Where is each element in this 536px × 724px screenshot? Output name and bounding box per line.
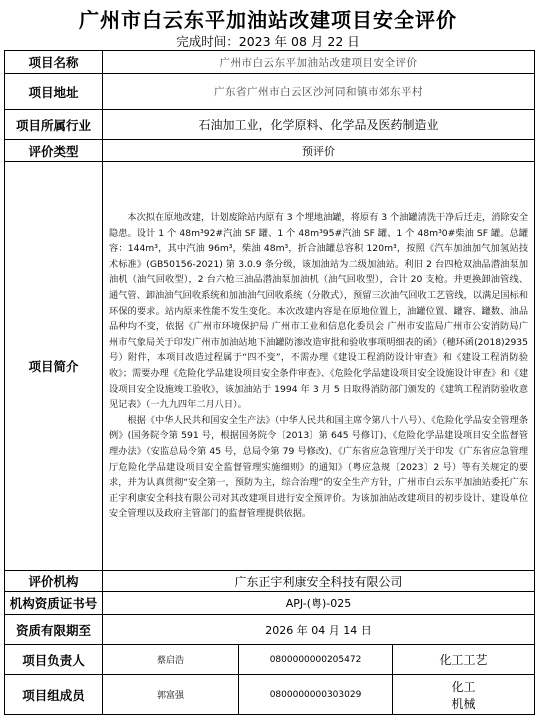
row-agency [5, 571, 535, 592]
project-address-label: 项目地址 [5, 74, 103, 110]
summary-label: 项目简介 [5, 162, 103, 571]
leader-name: 蔡启浩 [103, 645, 239, 675]
eval-type-label: 评价类型 [5, 140, 103, 162]
completion-date: 完成时间：2023 年 08 月 22 日 [176, 34, 360, 49]
industry-value: 石油加工业，化学原料、化学品及医药制造业 [103, 110, 535, 140]
row-summary [5, 162, 535, 571]
agency-label: 评价机构 [5, 571, 103, 592]
row-member [5, 675, 535, 715]
member-field-line-2: 机械 [451, 696, 476, 711]
row-eval-type [5, 140, 535, 162]
validity-label: 资质有限期至 [5, 615, 103, 645]
summary-paragraph-1: 本次拟在原地改建，计划废除站内原有 3 个埋地油罐，将原有 3 个油罐清洗干净后迁走，消除安全隐患。设计 1 个 48m³92#汽油 SF 罐、1 个 48m³95#汽油 SF 罐、1 个 48m³0#柴油 SF 罐。总罐容：144m³，其中汽油 96m³，柴油 48m³，折合油罐总容积 120m³，按照《汽车加油加气加氢站技术标准》(GB50156-2021) 第 3.0.9 条分级，该加油站为二级加油站。利旧 2 台四枪双油品潜油泵加油机（油气回收型），2 台六枪三油品潜油泵加油机（油气回收型），合计 20 支枪。并更换卸油管线、通气管、卸油油气回收系统和加油油气回收系统（分散式），预留三次油气回收工艺管线，以满足国标和环保的要求。站内原来性能不发生变化。本次改建内容是在原地位置上，油罐位置、罐容、罐数、油品品种均不变，依据《广州市环境保护局 广州市工业和信息化委员会 广州市安监局广州市公安消防局广州市气象局关于印发广州市加油站地下油罐防渗改造审批和验收事项明细表的函》（穗环函(2018)2935 号）附件，本项目改造过程属于“四不变”，不需办理《建设工程消防设计审查》和《建设工程消防验收》；需要办理《危险化学品建设项目安全条件审查》、《危险化学品建设项目安全设施设计审查》和《建设项目安全设施竣工验收》，该加油站于 1994 年 3 月 5 日取得消防部门颁发的《建筑工程消防验收意见记表》（一九九四年二月八日）。 [109, 212, 529, 411]
row-industry [5, 110, 535, 140]
leader-id: 0800000000205472 [239, 645, 393, 675]
validity-value: 2026 年 04 月 14 日 [103, 615, 535, 645]
leader-field: 化工工艺 [393, 645, 535, 675]
row-validity [5, 615, 535, 645]
row-leader [5, 645, 535, 675]
project-name-label: 项目名称 [5, 51, 103, 74]
document-title: 广州市白云东平加油站改建项目安全评价 [79, 8, 457, 32]
summary-body [103, 162, 535, 571]
project-info-table [4, 50, 535, 715]
member-field-line-1: 化工 [451, 679, 476, 694]
summary-paragraph-2: 根据《中华人民共和国安全生产法》（中华人民共和国主席令第八十八号）、《危险化学品安全管理条例》(国务院令第 591 号，根据国务院令〔2013〕第 645 号修订)、《危险化学品建设项目安全监督管理办法》（安监总局令第 45 号，总局令第 79 号修改)、《广东省应急管理厅关于印发《广东省应急管理厅危险化学品建设项目安全监督管理实施细则》的通知》（粤应急规〔2023〕2 号）等有关规定的要求，并为认真贯彻“安全第一，预防为主，综合治理”的安全生产方针，广州市白云东平加油站委托广东正宇利康安全科技有限公司对其改建项目进行安全预评价。为该加油站改建项目的初步设计、建设单位安全管理以及政府主管部门的监督管理提供依据。 [109, 414, 529, 520]
project-name-value: 广州市白云东平加油站改建项目安全评价 [103, 51, 535, 74]
eval-type-value: 预评价 [103, 140, 535, 162]
industry-label: 项目所属行业 [5, 110, 103, 140]
member-id: 0800000000303029 [239, 675, 393, 715]
row-project-address [5, 74, 535, 110]
project-address-value: 广东省广州市白云区沙河同和镇市郊东平村 [103, 74, 535, 110]
cert-no-label: 机构资质证书号 [5, 592, 103, 615]
member-field [393, 675, 535, 715]
member-label: 项目组成员 [5, 675, 103, 715]
row-project-name [5, 51, 535, 74]
member-name: 郭富强 [103, 675, 239, 715]
cert-no-value: APJ-(粤)-025 [103, 592, 535, 615]
row-cert-no [5, 592, 535, 615]
leader-label: 项目负责人 [5, 645, 103, 675]
agency-value: 广东正宇利康安全科技有限公司 [103, 571, 535, 592]
